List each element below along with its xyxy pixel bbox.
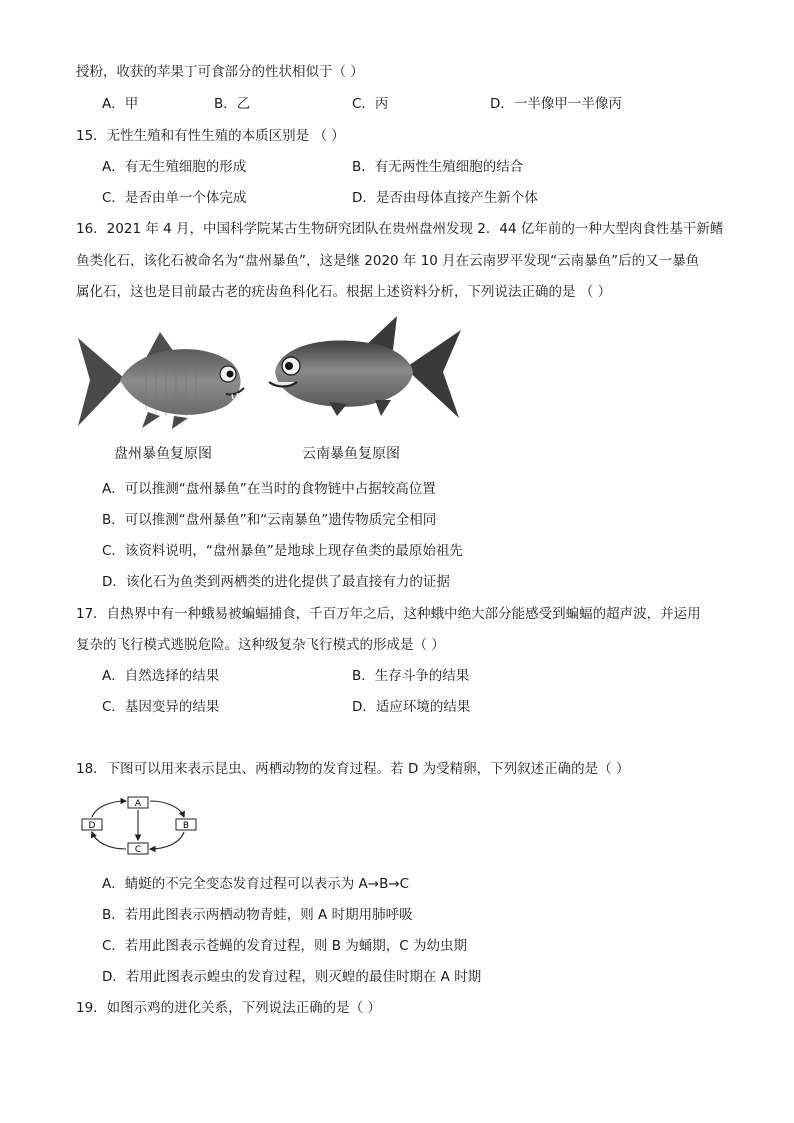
q16-option-a: A．可以推测“盘州暴鱼”在当时的食物链中占据较高位置 bbox=[102, 481, 436, 497]
panzhou-fish-caption: 盘州暴鱼复原图 bbox=[114, 446, 212, 462]
arrow-c-to-d bbox=[92, 832, 126, 849]
arrow-d-to-a bbox=[92, 801, 126, 817]
q15-option-c: C．是否由单一个体完成 bbox=[102, 190, 247, 206]
q18-option-d: D．若用此图表示蝗虫的发育过程，则灭蝗的最佳时期在 A 时期 bbox=[102, 969, 482, 985]
q18-option-a: A．蜻蜓的不完全变态发育过程可以表示为 A→B→C bbox=[102, 876, 410, 892]
yunnan-fish-illustration bbox=[265, 316, 465, 416]
q14-option-c: C．丙 bbox=[352, 96, 389, 112]
stage-label-c: C bbox=[134, 845, 142, 855]
q17-stem-line-1: 17．自热界中有一种蛾易被蝙蝠捕食，千百万年之后，这种蛾中绝大部分能感受到蝙蝠的超声波，并运用 bbox=[76, 606, 701, 622]
q16-option-c: C．该资料说明，“盘州暴鱼”是地球上现存鱼类的最原始祖先 bbox=[102, 543, 463, 559]
q18-option-c: C．若用此图表示苍蝇的发育过程，则 B 为蛹期，C 为幼虫期 bbox=[102, 938, 467, 954]
q14-option-a: A．甲 bbox=[102, 96, 139, 112]
q19-stem: 19．如图示鸡的进化关系，下列说法正确的是（ ） bbox=[76, 1000, 381, 1016]
yunnan-fish-caption: 云南暴鱼复原图 bbox=[302, 446, 400, 462]
panzhou-fish-illustration bbox=[76, 330, 246, 430]
q14-option-b: B．乙 bbox=[214, 96, 251, 112]
q17-option-b: B．生存斗争的结果 bbox=[352, 668, 470, 684]
arrow-b-to-c bbox=[150, 832, 184, 849]
q14-stem-continuation: 授粉，收获的苹果丁可食部分的性状相似于（ ） bbox=[76, 64, 364, 80]
q17-stem-line-2: 复杂的飞行模式逃脱危险。这种级复杂飞行模式的形成是（ ） bbox=[76, 637, 445, 653]
q18-stem: 18．下图可以用来表示昆虫、两栖动物的发育过程。若 D 为受精卵，下列叙述正确的是（ ） bbox=[76, 761, 630, 777]
q16-option-d: D．该化石为鱼类到两栖类的进化提供了最直接有力的证据 bbox=[102, 574, 450, 590]
stage-label-d: D bbox=[88, 821, 96, 831]
stage-label-a: A bbox=[134, 799, 142, 809]
q16-stem-line-3: 属化石，这也是目前最古老的疣齿鱼科化石。根据上述资料分析，下列说法正确的是 （ ） bbox=[76, 284, 612, 300]
q15-option-a: A．有无生殖细胞的形成 bbox=[102, 159, 247, 175]
q15-option-b: B．有无两性生殖细胞的结合 bbox=[352, 159, 524, 175]
q17-option-c: C．基因变异的结果 bbox=[102, 699, 220, 715]
arrow-a-to-b bbox=[150, 801, 184, 817]
q15-stem: 15．无性生殖和有性生殖的本质区别是 （ ） bbox=[76, 128, 345, 144]
q16-stem-line-1: 16．2021 年 4 月，中国科学院某古生物研究团队在贵州盘州发现 2．44 亿年前的一种大型肉食性基干新鳍 bbox=[76, 221, 724, 237]
development-cycle-diagram bbox=[80, 795, 210, 865]
q15-option-d: D．是否由母体直接产生新个体 bbox=[352, 190, 538, 206]
q14-option-d: D．一半像甲一半像丙 bbox=[490, 96, 622, 112]
q17-option-a: A．自然选择的结果 bbox=[102, 668, 220, 684]
stage-label-b: B bbox=[182, 821, 190, 831]
q17-option-d: D．适应环境的结果 bbox=[352, 699, 471, 715]
q16-option-b: B．可以推测“盘州暴鱼”和“云南暴鱼”遗传物质完全相同 bbox=[102, 512, 437, 528]
q18-option-b: B．若用此图表示两栖动物青蛙，则 A 时期用肺呼吸 bbox=[102, 907, 413, 923]
q16-stem-line-2: 鱼类化石，该化石被命名为“盘州暴鱼”，这是继 2020 年 10 月在云南罗平发现“云南暴鱼”后的又一暴鱼 bbox=[76, 253, 700, 269]
